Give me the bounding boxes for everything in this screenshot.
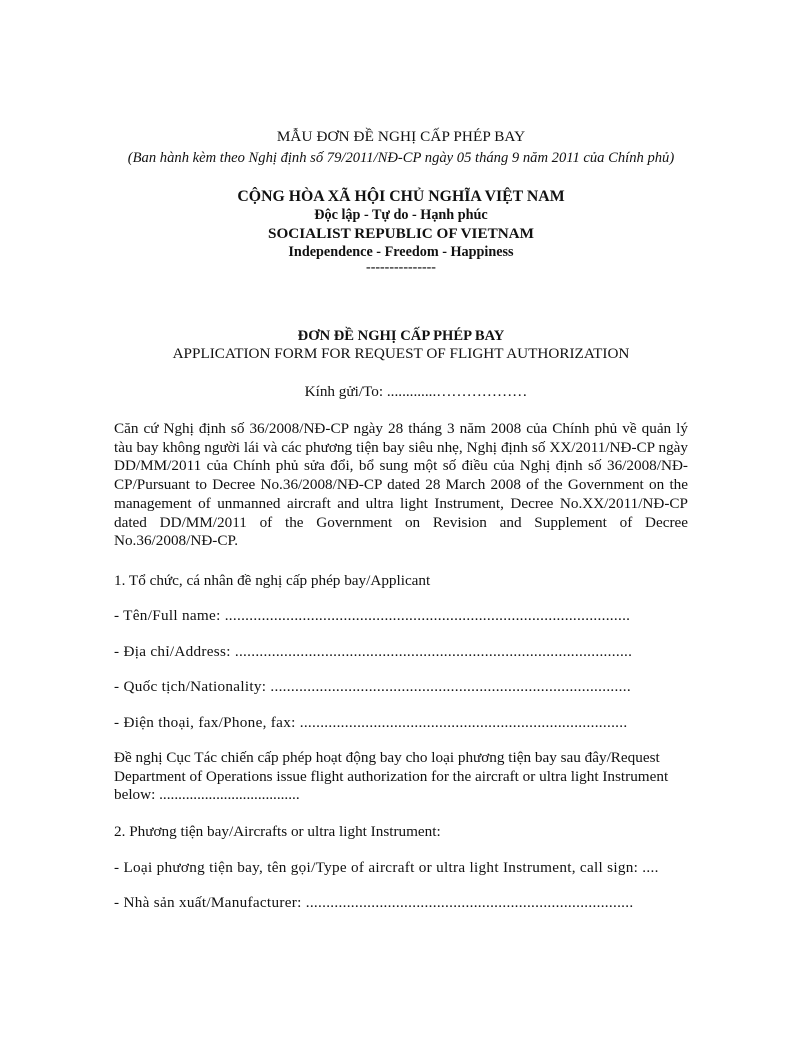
motto-en: Independence - Freedom - Happiness (288, 244, 514, 260)
address-line: - Địa chỉ/Address: ................................................................................................. (114, 642, 633, 660)
aircraft-type-line: - Loại phương tiện bay, tên gọi/Type of aircraft or ultra light Instrument, call sign: .... (114, 858, 659, 876)
phone-fax-line: - Điện thoại, fax/Phone, fax: ................................................................................ (114, 713, 628, 731)
recipient-line: Kính gửi/To: .............……………… (304, 382, 528, 400)
section-1-heading: 1. Tổ chức, cá nhân đề nghị cấp phép bay/Applicant (114, 571, 431, 589)
full-name-line: - Tên/Full name: ................................................................................................... (114, 607, 631, 625)
form-header (114, 128, 688, 167)
issued-with-note: (Ban hành kèm theo Nghị định số 79/2011/NĐ-CP ngày 05 tháng 9 năm 2011 của Chính phủ) (127, 149, 675, 166)
manufacturer-line: - Nhà sản xuất/Manufacturer: ................................................................................ (114, 894, 634, 912)
republic-name-vn: CỘNG HÒA XÃ HỘI CHỦ NGHĨA VIỆT NAM (237, 187, 565, 205)
form-template-title: MẪU ĐƠN ĐỀ NGHỊ CẤP PHÉP BAY (276, 128, 526, 145)
field-full-name (114, 607, 688, 626)
nationality-line: - Quốc tịch/Nationality: ........................................................................................ (114, 678, 631, 696)
field-aircraft-type (114, 859, 688, 878)
republic-name-en: SOCIALIST REPUBLIC OF VIETNAM (268, 224, 534, 242)
application-title-en: APPLICATION FORM FOR REQUEST OF FLIGHT AUTHORIZATION (172, 345, 630, 362)
national-header (114, 188, 688, 274)
field-manufacturer (114, 894, 688, 913)
header-divider: --------------- (366, 259, 436, 275)
field-phone-fax (114, 714, 688, 733)
application-title-vn: ĐƠN ĐỀ NGHỊ CẤP PHÉP BAY (297, 327, 505, 344)
legal-basis-paragraph: Căn cứ Nghị định số 36/2008/NĐ-CP ngày 28 tháng 3 năm 2008 của Chính phủ về quản lý tàu bay không người lái và các phương tiện bay siêu nhẹ, Nghị định số XX/2011/NĐ-CP ngày DD/MM/2011 của Chính phủ sửa đổi, bổ sung một số điều của Nghị định số 36/2008/NĐ-CP/Pursuant to Decree No.36/2008/NĐ-CP dated 28 March 2008 of the Government on the management of unmanned aircraft and ultra light Instrument, Decree No.XX/2011/NĐ-CP dated DD/MM/2011 of the Government on Revision and Supplement of Decree No.36/2008/NĐ-CP. (114, 420, 688, 550)
document-page (114, 128, 688, 913)
motto-vn: Độc lập - Tự do - Hạnh phúc (314, 207, 488, 223)
application-title (114, 327, 688, 364)
field-address (114, 643, 688, 662)
request-paragraph: Đề nghị Cục Tác chiến cấp phép hoạt động bay cho loại phương tiện bay sau đây/Request Department of Operations issue flight authorization for the aircraft or ultra light Instrument below: ..................................... (114, 749, 669, 803)
section-2-heading: 2. Phương tiện bay/Aircrafts or ultra light Instrument: (114, 823, 441, 841)
field-nationality (114, 678, 688, 697)
